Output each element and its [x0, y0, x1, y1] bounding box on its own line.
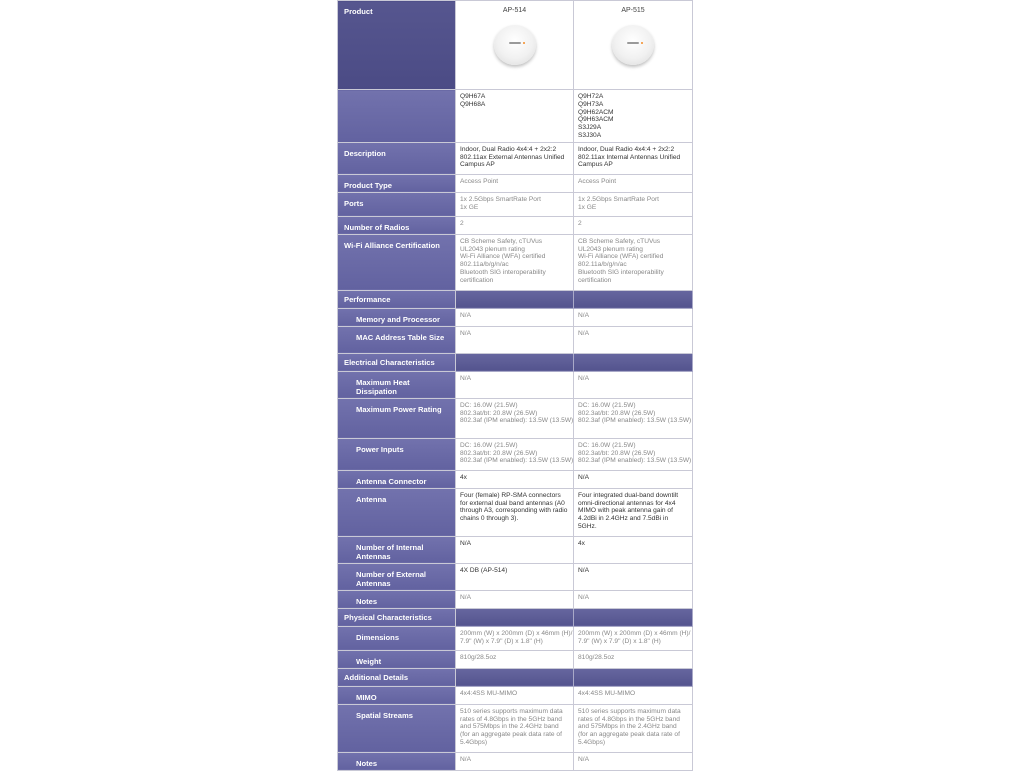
port-line: 1x 2.5Gbps SmartRate Port	[460, 195, 541, 203]
internal-antennas-ap514: N/A	[456, 536, 574, 563]
wifi-cert-label: Wi-Fi Alliance Certification	[338, 234, 456, 290]
mac-table-row	[338, 326, 693, 353]
mac-table-ap515: N/A	[574, 326, 693, 353]
external-antennas-ap515: N/A	[574, 563, 693, 590]
section-band	[574, 290, 693, 308]
access-point-image-ap514	[494, 25, 536, 65]
section-physical-label: Physical Characteristics	[338, 608, 456, 626]
part-number: Q9H67A	[460, 93, 486, 100]
internal-antennas-row	[338, 536, 693, 563]
max-power-label: Maximum Power Rating	[338, 398, 456, 438]
section-band	[456, 353, 574, 371]
power-line: 802.3af (IPM enabled): 13.5W (13.5W)	[460, 417, 574, 425]
cert-line: 802.11a/b/g/n/ac	[578, 261, 627, 269]
dimension-line: 7.9" (W) x 7.9" (D) x 1.8" (H)	[460, 637, 543, 645]
antenna-ap514: Four (female) RP-SMA connectors for external dual band antennas (A0 through A3, corresponding with radio chains 0 through 3).	[456, 488, 574, 536]
max-heat-ap514: N/A	[456, 371, 574, 398]
ports-label: Ports	[338, 192, 456, 216]
product-row	[338, 1, 693, 90]
antenna-label: Antenna	[338, 488, 456, 536]
logo-icon	[627, 42, 639, 44]
dimension-line: 7.9" (W) x 7.9" (D) x 1.8" (H)	[578, 637, 661, 645]
max-power-ap515	[574, 398, 693, 438]
notes-additional-ap514: N/A	[456, 752, 574, 770]
ports-ap514	[456, 192, 574, 216]
section-band	[456, 608, 574, 626]
section-band	[456, 290, 574, 308]
part-number: S3J30A	[578, 131, 602, 139]
part-numbers-ap515	[574, 90, 693, 143]
section-band	[456, 668, 574, 686]
antenna-connector-label: Antenna Connector	[338, 470, 456, 488]
notes-electrical-label: Notes	[338, 590, 456, 608]
notes-electrical-ap515: N/A	[574, 590, 693, 608]
external-antennas-label: Number of External Antennas	[338, 563, 456, 590]
cert-line: 802.11a/b/g/n/ac	[460, 261, 509, 269]
port-line: 1x GE	[460, 203, 479, 211]
spec-comparison-table	[337, 0, 693, 771]
max-heat-row	[338, 371, 693, 398]
description-row	[338, 142, 693, 174]
section-additional-label: Additional Details	[338, 668, 456, 686]
description-ap515: Indoor, Dual Radio 4x4:4 + 2x2:2 802.11ax Internal Antennas Unified Campus AP	[574, 142, 693, 174]
power-line: 802.3af (IPM enabled): 13.5W (13.5W)	[578, 457, 692, 465]
section-electrical-label: Electrical Characteristics	[338, 353, 456, 371]
memory-ap515: N/A	[574, 308, 693, 326]
port-line: 1x 2.5Gbps SmartRate Port	[578, 195, 659, 203]
part-numbers-row	[338, 90, 693, 143]
mimo-label: MIMO	[338, 686, 456, 704]
section-performance	[338, 290, 693, 308]
dimensions-ap515	[574, 626, 693, 650]
ports-ap515	[574, 192, 693, 216]
ports-row	[338, 192, 693, 216]
model-name-ap515: AP-515	[621, 7, 645, 14]
antenna-ap515: Four integrated dual-band downtilt omni-directional antennas for 4x4 MIMO with peak antenna gain of 4.2dBi in 2.4GHz and 7.5dBi in 5GHz.	[574, 488, 693, 536]
product-type-row	[338, 174, 693, 192]
weight-label: Weight	[338, 650, 456, 668]
antenna-row	[338, 488, 693, 536]
num-radios-ap515: 2	[574, 216, 693, 234]
power-line: 802.3af (IPM enabled): 13.5W (13.5W)	[578, 417, 692, 425]
mimo-ap515: 4x4:4SS MU-MIMO	[574, 686, 693, 704]
product-label: Product	[338, 1, 456, 90]
max-heat-label: Maximum Heat Dissipation	[338, 371, 456, 398]
access-point-image-ap515	[612, 25, 654, 65]
product-type-ap515: Access Point	[574, 174, 693, 192]
power-line: 802.3at/bt: 20.8W (26.5W)	[460, 449, 538, 457]
logo-icon	[509, 42, 521, 44]
product-type-ap514: Access Point	[456, 174, 574, 192]
part-number: Q9H63ACM	[578, 116, 614, 124]
spatial-streams-row	[338, 704, 693, 752]
max-heat-ap515: N/A	[574, 371, 693, 398]
dimension-line: 200mm (W) x 200mm (D) x 46mm (H)/	[578, 629, 691, 637]
section-physical	[338, 608, 693, 626]
dimensions-label: Dimensions	[338, 626, 456, 650]
internal-antennas-label: Number of Internal Antennas	[338, 536, 456, 563]
num-radios-ap514: 2	[456, 216, 574, 234]
notes-electrical-ap514: N/A	[456, 590, 574, 608]
power-line: DC: 16.0W (21.5W)	[578, 401, 636, 409]
cert-line: UL2043 plenum rating	[578, 245, 643, 253]
section-band	[574, 668, 693, 686]
cert-line: UL2043 plenum rating	[460, 245, 525, 253]
notes-electrical-row	[338, 590, 693, 608]
cert-line: certification	[578, 276, 612, 284]
product-ap514	[456, 1, 574, 90]
cert-line: CB Scheme Safety, cTUVus	[578, 237, 661, 245]
power-line: 802.3af (IPM enabled): 13.5W (13.5W)	[460, 457, 574, 465]
weight-ap514: 810g/28.5oz	[456, 650, 574, 668]
weight-ap515: 810g/28.5oz	[574, 650, 693, 668]
part-number: S3J29A	[578, 124, 602, 132]
mimo-row	[338, 686, 693, 704]
spatial-streams-ap515: 510 series supports maximum data rates of 4.8Gbps in the 5GHz band and 575Mbps in the 2.4GHz band (for an aggregate peak data rate of 5.4Gbps)	[574, 704, 693, 752]
power-line: 802.3at/bt: 20.8W (26.5W)	[578, 409, 656, 417]
section-band	[574, 353, 693, 371]
dimensions-ap514	[456, 626, 574, 650]
power-line: 802.3at/bt: 20.8W (26.5W)	[578, 449, 656, 457]
part-numbers-ap514	[456, 90, 574, 143]
wifi-cert-ap514	[456, 234, 574, 290]
spatial-streams-label: Spatial Streams	[338, 704, 456, 752]
section-performance-label: Performance	[338, 290, 456, 308]
wifi-cert-row	[338, 234, 693, 290]
product-type-label: Product Type	[338, 174, 456, 192]
cert-line: Wi-Fi Alliance (WFA) certified	[460, 253, 546, 261]
mimo-ap514: 4x4:4SS MU-MIMO	[456, 686, 574, 704]
product-ap515	[574, 1, 693, 90]
dimensions-row	[338, 626, 693, 650]
notes-additional-ap515: N/A	[574, 752, 693, 770]
antenna-connector-row	[338, 470, 693, 488]
cert-line: CB Scheme Safety, cTUVus	[460, 237, 543, 245]
weight-row	[338, 650, 693, 668]
antenna-connector-ap515: N/A	[574, 470, 693, 488]
description-label: Description	[338, 142, 456, 174]
internal-antennas-ap515: 4x	[574, 536, 693, 563]
external-antennas-ap514: 4X DB (AP-514)	[456, 563, 574, 590]
cert-line: certification	[460, 276, 494, 284]
section-electrical	[338, 353, 693, 371]
wifi-cert-ap515	[574, 234, 693, 290]
notes-additional-label: Notes	[338, 752, 456, 770]
power-inputs-ap514	[456, 438, 574, 470]
external-antennas-row	[338, 563, 693, 590]
cert-line: Bluetooth SIG interoperability	[460, 268, 546, 276]
model-name-ap514: AP-514	[502, 7, 527, 14]
description-ap514: Indoor, Dual Radio 4x4:4 + 2x2:2 802.11ax External Antennas Unified Campus AP	[456, 142, 574, 174]
cert-line: Bluetooth SIG interoperability	[578, 268, 664, 276]
antenna-connector-ap514: 4x	[456, 470, 574, 488]
part-numbers-label	[338, 90, 456, 143]
power-inputs-ap515	[574, 438, 693, 470]
status-led-icon	[641, 42, 643, 44]
part-number: Q9H62ACM	[578, 108, 614, 116]
mac-table-ap514: N/A	[456, 326, 574, 353]
memory-row	[338, 308, 693, 326]
status-led-icon	[523, 42, 525, 44]
part-number: Q9H73A	[578, 100, 604, 108]
port-line: 1x GE	[578, 203, 597, 211]
section-band	[574, 608, 693, 626]
power-inputs-label: Power Inputs	[338, 438, 456, 470]
power-line: 802.3at/bt: 20.8W (26.5W)	[460, 409, 538, 417]
memory-ap514: N/A	[456, 308, 574, 326]
num-radios-label: Number of Radios	[338, 216, 456, 234]
power-line: DC: 16.0W (21.5W)	[460, 401, 518, 409]
max-power-row	[338, 398, 693, 438]
part-number: Q9H68A	[460, 100, 486, 108]
spatial-streams-ap514: 510 series supports maximum data rates of 4.8Gbps in the 5GHz band and 575Mbps in the 2.4GHz band (for an aggregate peak data rate of 5.4Gbps)	[456, 704, 574, 752]
num-radios-row	[338, 216, 693, 234]
part-number: Q9H72A	[578, 93, 604, 100]
power-line: DC: 16.0W (21.5W)	[578, 441, 636, 449]
dimension-line: 200mm (W) x 200mm (D) x 46mm (H)/	[460, 629, 573, 637]
memory-label: Memory and Processor	[338, 308, 456, 326]
section-additional	[338, 668, 693, 686]
power-inputs-row	[338, 438, 693, 470]
max-power-ap514	[456, 398, 574, 438]
cert-line: Wi-Fi Alliance (WFA) certified	[578, 253, 664, 261]
power-line: DC: 16.0W (21.5W)	[460, 441, 518, 449]
mac-table-label: MAC Address Table Size	[338, 326, 456, 353]
